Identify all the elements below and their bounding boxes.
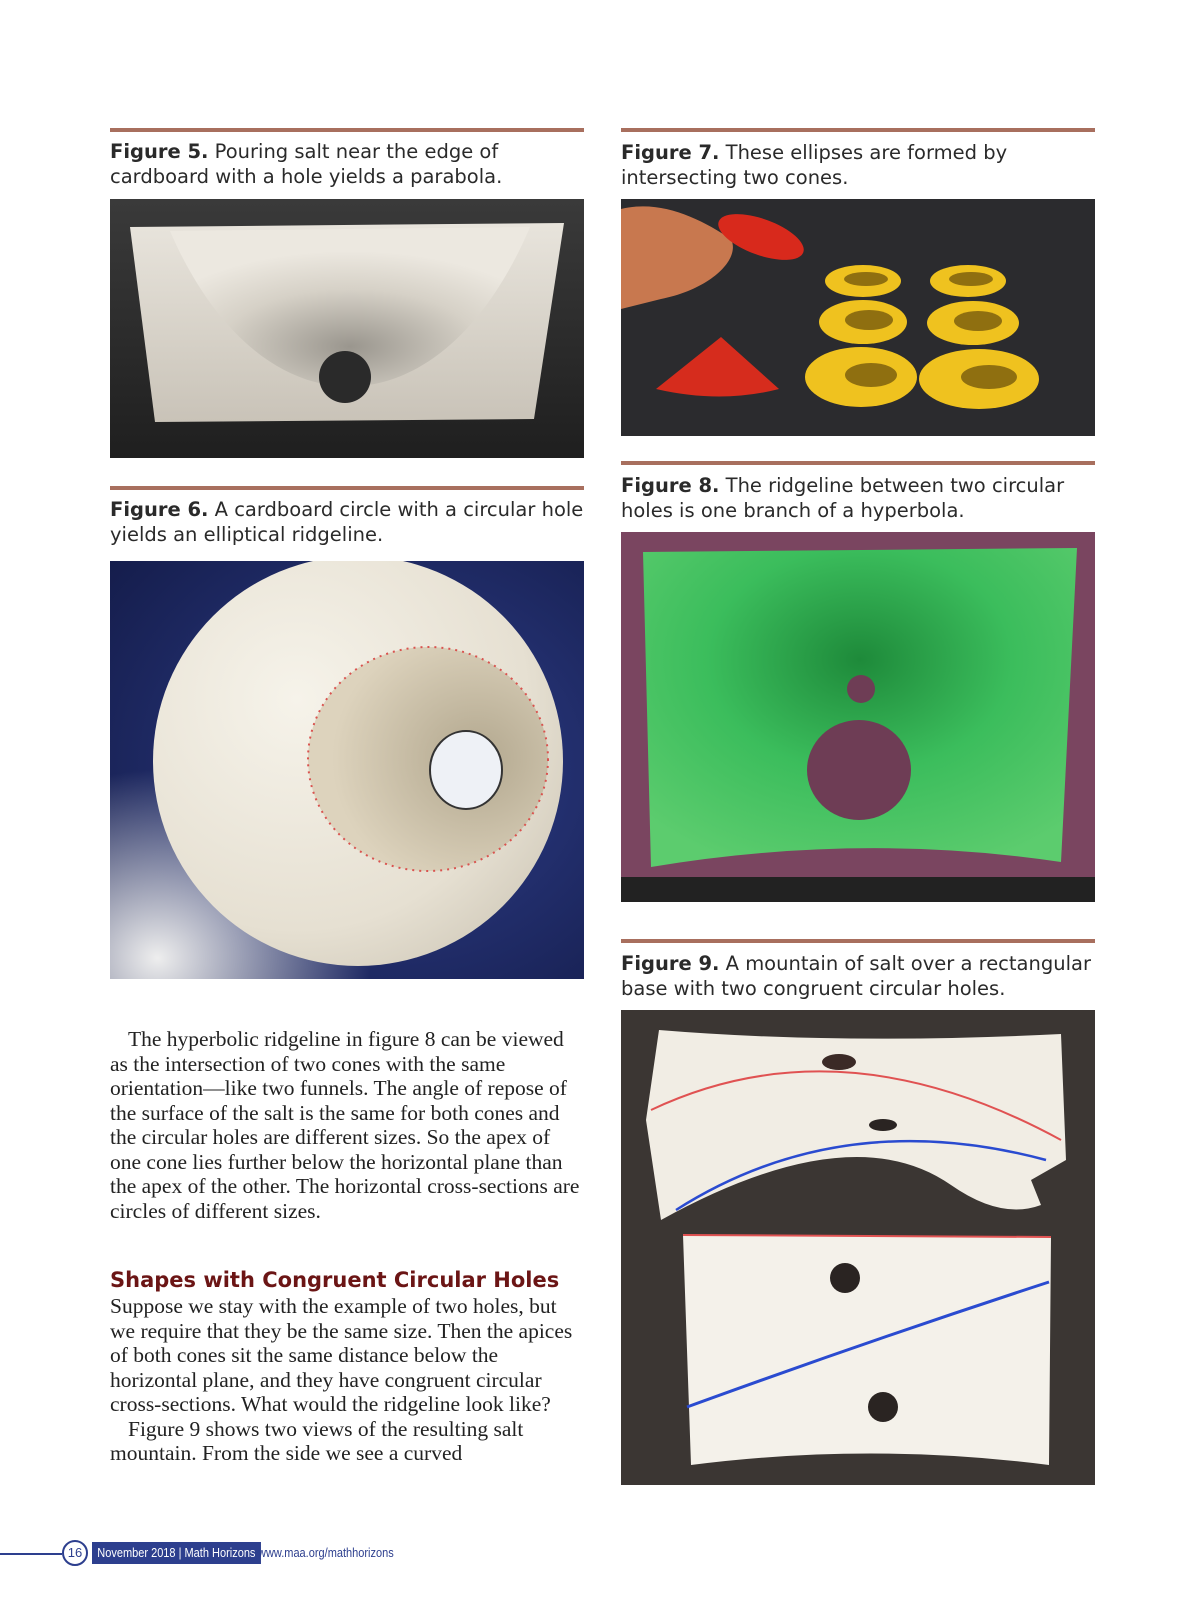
figure6-text: A cardboard circle with a circular hole yields an elliptical ridgeline. [110,498,584,546]
paragraph-2-text: Suppose we stay with the example of two holes, but we require that they be the same size. Then the apices of both cones sit the same distance below the horizontal plane, and they have congruent circular cross-sections. What would the ridgeline look like? [110,1294,573,1416]
figure5-label: Figure 5. [110,140,209,163]
figure8-rule [621,461,1095,465]
figure7-caption [621,140,1101,190]
paragraph-3-text: Figure 9 shows two views of the resulting salt mountain. From the side we see a curved [110,1416,524,1465]
paragraph-1-text: The hyperbolic ridgeline in figure 8 can be viewed as the intersection of two cones with the same orientation—like two funnels. The angle of repose of the surface of the salt is the same for both cones and the circular holes are different sizes. So the apex of one cone lies further below the horizontal plane than the apex of the other. The horizontal cross-sections are circles of different sizes. [110,1027,580,1223]
figure8-caption [621,473,1101,523]
section-heading: Shapes with Congruent Circular Holes [110,1268,560,1292]
figure5-photo [110,199,584,458]
footer-rule [0,1553,62,1555]
page-number: 16 [62,1540,88,1566]
figure6-label: Figure 6. [110,498,209,521]
figure9-photo [621,1010,1095,1485]
body-paragraph-2 [110,1294,580,1466]
figure5-text: Pouring salt near the edge of cardboard with a hole yields a parabola. [110,140,503,188]
figure7-text: These ellipses are formed by intersecting two cones. [621,141,1008,189]
figure6-photo [110,561,584,979]
figure7-photo [621,199,1095,436]
figure5-rule [110,128,584,132]
figure7-rule [621,128,1095,132]
footer-url-link[interactable]: www.maa.org/mathhorizons [258,1546,394,1560]
body-paragraph-1 [110,1027,580,1223]
figure9-label: Figure 9. [621,952,720,975]
figure5-caption [110,139,590,189]
figure8-label: Figure 8. [621,474,720,497]
figure6-rule [110,486,584,490]
figure9-caption [621,951,1101,1001]
figure9-text: A mountain of salt over a rectangular base with two congruent circular holes. [621,952,1091,1000]
figure8-photo [621,532,1095,902]
figure9-rule [621,939,1095,943]
figure6-caption [110,497,590,547]
issue-label: November 2018 | Math Horizons [92,1542,261,1564]
figure7-label: Figure 7. [621,141,720,164]
figure8-text: The ridgeline between two circular holes is one branch of a hyperbola. [621,474,1065,522]
